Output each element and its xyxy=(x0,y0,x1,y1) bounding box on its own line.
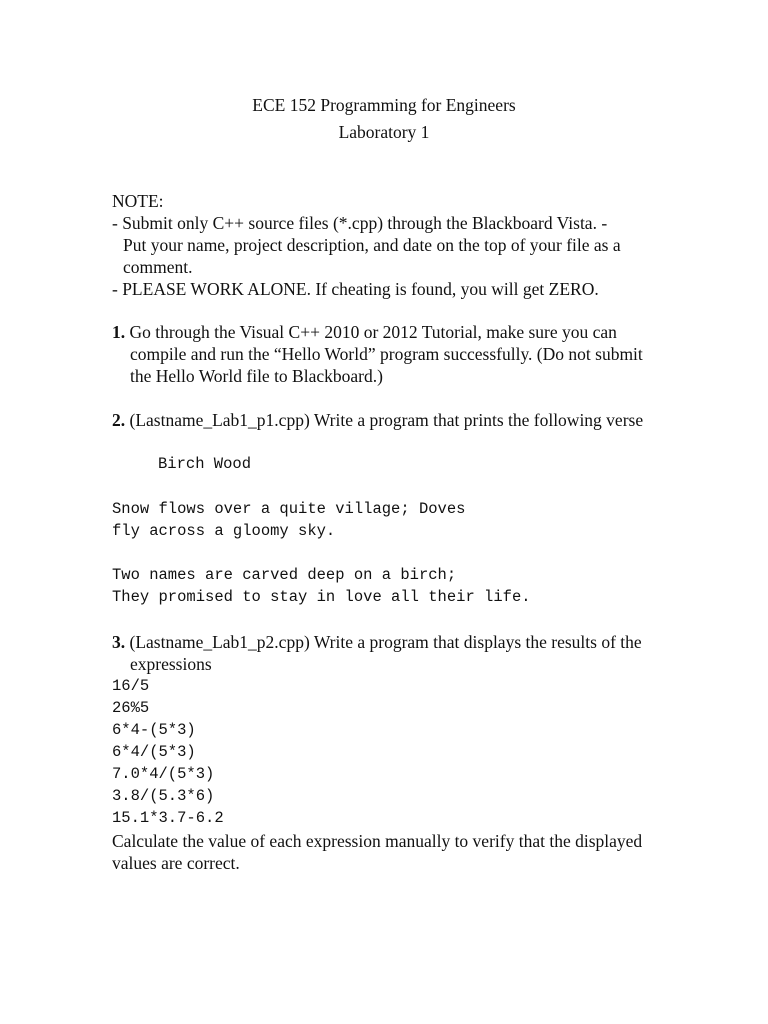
expression-line: 15.1*3.7-6.2 xyxy=(112,809,224,827)
question-2 xyxy=(112,409,643,431)
document-title: ECE 152 Programming for Engineers xyxy=(252,95,516,115)
document-subtitle: Laboratory 1 xyxy=(338,122,430,142)
question-3 xyxy=(112,631,642,653)
question-text: (Lastname_Lab1_p2.cpp) Write a program that displays the results of the xyxy=(129,632,642,652)
question-number: 1. xyxy=(112,322,126,342)
question-text: compile and run the “Hello World” program successfully. (Do not submit xyxy=(130,344,643,364)
footer-text: values are correct. xyxy=(112,853,240,873)
question-text: (Lastname_Lab1_p1.cpp) Write a program that prints the following verse xyxy=(129,410,644,430)
note-line: - Submit only C++ source files (*.cpp) through the Blackboard Vista. - xyxy=(112,213,608,233)
poem-line: They promised to stay in love all their life. xyxy=(112,588,531,606)
question-1 xyxy=(112,321,617,343)
question-number: 2. xyxy=(112,410,126,430)
question-number: 3. xyxy=(112,632,126,652)
note-line: - PLEASE WORK ALONE. If cheating is found, you will get ZERO. xyxy=(112,279,599,299)
question-text: expressions xyxy=(130,654,212,674)
question-text: Go through the Visual C++ 2010 or 2012 Tutorial, make sure you can xyxy=(129,322,617,342)
expression-line: 6*4/(5*3) xyxy=(112,743,196,761)
poem-line: fly across a gloomy sky. xyxy=(112,522,336,540)
poem-title: Birch Wood xyxy=(158,455,252,473)
footer-text: Calculate the value of each expression manually to verify that the displayed xyxy=(112,831,643,851)
expression-line: 7.0*4/(5*3) xyxy=(112,765,215,783)
note-line: Put your name, project description, and date on the top of your file as a xyxy=(123,235,621,255)
expression-line: 26%5 xyxy=(112,699,150,717)
expression-line: 3.8/(5.3*6) xyxy=(112,787,215,805)
poem-line: Snow flows over a quite village; Doves xyxy=(112,500,466,518)
expression-line: 6*4-(5*3) xyxy=(112,721,196,739)
poem-line: Two names are carved deep on a birch; xyxy=(112,566,457,584)
expression-line: 16/5 xyxy=(112,677,150,695)
note-heading: NOTE: xyxy=(112,191,164,211)
question-text: the Hello World file to Blackboard.) xyxy=(130,366,383,386)
note-line: comment. xyxy=(123,257,193,277)
